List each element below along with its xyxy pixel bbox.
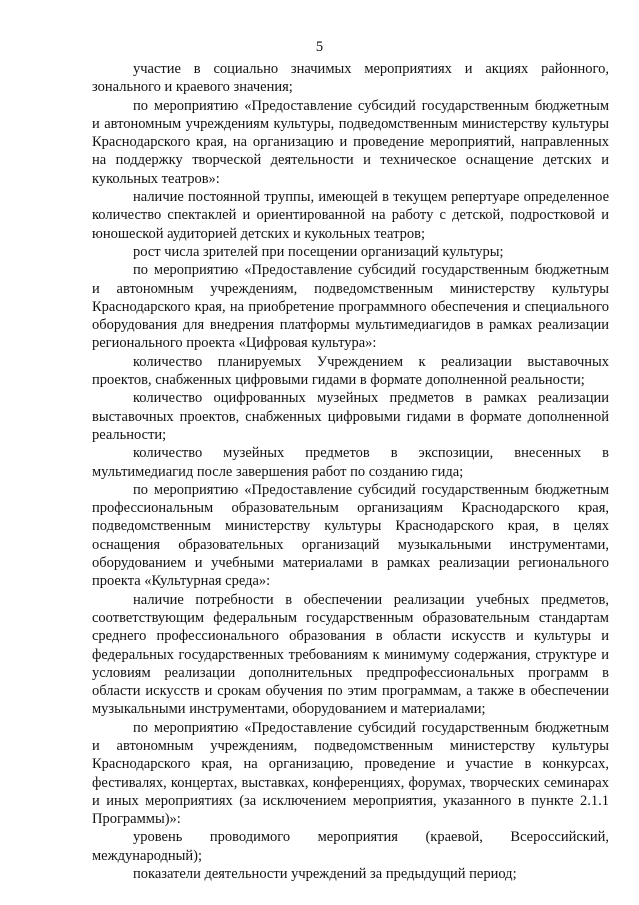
paragraph: по мероприятию «Предоставление субсидий государственным бюджетным и автономным учреждениям, подведомственным министерству культуры Краснодарского края, на приобретение программного обеспечения и специального оборудования для внедрения платформы мультимедиагидов в рамках реализации регионального проекта «Цифровая культура»: <box>92 262 609 352</box>
paragraph: наличие потребности в обеспечении реализации учебных предметов, соответствующим федеральным государственным образовательным стандартам среднего профессионального образования в области искусств и культуры и федеральных государственных требованиям к минимуму содержания, структуре и условиям реализации дополнительных предпрофессиональных программ в области искусств и срокам обучения по этим программам, а также в обеспечении музыкальными инструментами, оборудованием и материалами; <box>92 591 609 718</box>
paragraph: количество оцифрованных музейных предметов в рамках реализации выставочных проектов, снабженных цифровыми гидами в формате дополненной реальности; <box>92 390 609 443</box>
paragraph: рост числа зрителей при посещении организаций культуры; <box>133 243 504 260</box>
paragraph: уровень проводимого мероприятия (краевой, Всероссийский, международный); <box>92 829 609 864</box>
paragraph: по мероприятию «Предоставление субсидий государственным бюджетным и автономным учреждениям культуры, подведомственным министерству культуры Краснодарского края, на организацию и проведение мероприятий, направленных на поддержку творческой деятельности и техническое оснащение детских и кукольных театров»: <box>92 97 609 187</box>
paragraph: количество музейных предметов в экспозиции, внесенных в мультимедиагид после завершения работ по созданию гида; <box>92 445 609 480</box>
paragraph: наличие постоянной труппы, имеющей в текущем репертуаре определенное количество спектаклей и ориентированной на работу с детской, подростковой и юношеской аудиторией детских и кукольных театров; <box>92 189 609 242</box>
paragraph: по мероприятию «Предоставление субсидий государственным бюджетным профессиональным образовательным организациям Краснодарского края, подведомственным министерству культуры Краснодарского края, в целях оснащения образовательных организаций музыкальными инструментами, оборудованием и учебными материалами в рамках реализации регионального проекта «Культурная среда»: <box>92 481 609 590</box>
paragraph: участие в социально значимых мероприятиях и акциях районного, зонального и краевого значения; <box>92 61 609 96</box>
page-number: 5 <box>315 39 324 55</box>
document-body <box>92 60 609 883</box>
paragraph: показатели деятельности учреждений за предыдущий период; <box>133 866 517 883</box>
paragraph: количество планируемых Учреждением к реализации выставочных проектов, снабженных цифровыми гидами в формате дополненной реальности; <box>92 353 609 389</box>
paragraph: по мероприятию «Предоставление субсидий государственным бюджетным и автономным учреждениям, подведомственным министерству культуры Краснодарского края, на организацию, проведение и участие в конкурсах, фестивалях, концертах, выставках, конференциях, форумах, творческих семинарах и иных мероприятиях (за исключением мероприятия, указанного в пункте 2.1.1 Программы)»: <box>92 719 609 828</box>
